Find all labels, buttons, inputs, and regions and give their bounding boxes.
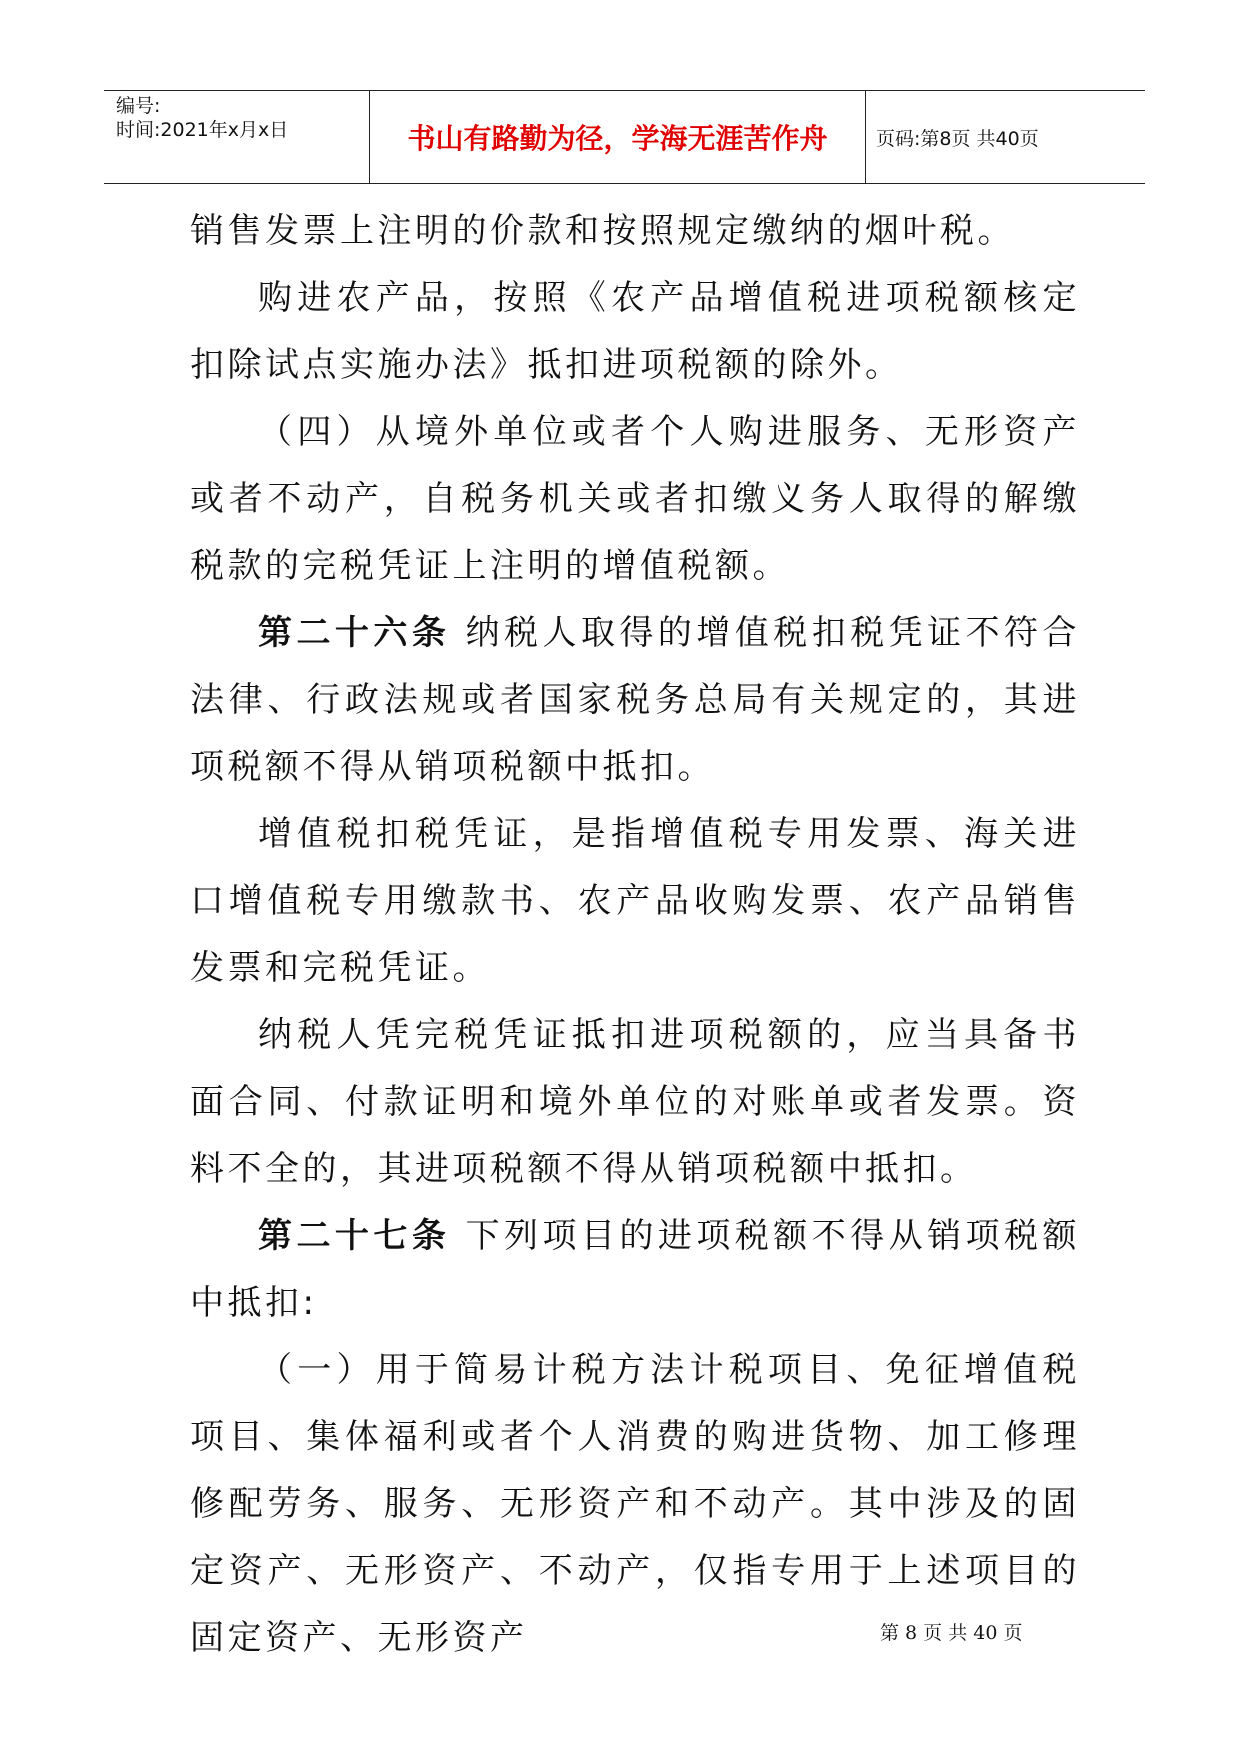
paragraph: 纳税人凭完税凭证抵扣进项税额的，应当具备书面合同、付款证明和境外单位的对账单或者发票。资料不全的，其进项税额不得从销项税额中抵扣。 <box>190 1015 1080 1189</box>
paragraph: （一）用于简易计税方法计税项目、免征增值税项目、集体福利或者个人消费的购进货物、加工修理修配劳务、服务、无形资产和不动产。其中涉及的固定资产、无形资产、不动产，仅指专用于上述项目的固定资产、无形资产 <box>190 1350 1080 1658</box>
article-paragraph <box>190 600 1080 801</box>
page-code: 页码:第8页 共40页 <box>876 127 1039 150</box>
time-label: 时间:2021年x月x日 <box>116 119 289 141</box>
article-paragraph <box>190 1203 1080 1337</box>
article-text: 下列项目的进项税额不得从销项税额中抵扣: <box>190 1216 1081 1323</box>
page-footer: 第 8 页 共 40 页 <box>880 1622 1023 1644</box>
article-text: 纳税人取得的增值税扣税凭证不符合法律、行政法规或者国家税务总局有关规定的，其进项税额不得从销项税额中抵扣。 <box>190 613 1081 787</box>
paragraph: 销售发票上注明的价款和按照规定缴纳的烟叶税。 <box>190 211 1015 251</box>
document-body <box>190 198 1080 1672</box>
header-left-cell <box>104 91 369 183</box>
number-label: 编号: <box>116 95 161 117</box>
paragraph: （四）从境外单位或者个人购进服务、无形资产或者不动产，自税务机关或者扣缴义务人取得的解缴税款的完税凭证上注明的增值税额。 <box>190 412 1080 586</box>
article-number: 第二十六条 <box>258 613 451 653</box>
paragraph: 购进农产品，按照《农产品增值税进项税额核定扣除试点实施办法》抵扣进项税额的除外。 <box>190 278 1080 385</box>
paragraph: 增值税扣税凭证，是指增值税专用发票、海关进口增值税专用缴款书、农产品收购发票、农产品销售发票和完税凭证。 <box>190 814 1080 988</box>
article-number: 第二十七条 <box>258 1216 451 1256</box>
header-right-cell <box>866 91 1145 183</box>
header-motto-cell <box>369 91 866 183</box>
motto-text: 书山有路勤为径，学海无涯苦作舟 <box>407 122 828 155</box>
page-header <box>104 90 1145 184</box>
